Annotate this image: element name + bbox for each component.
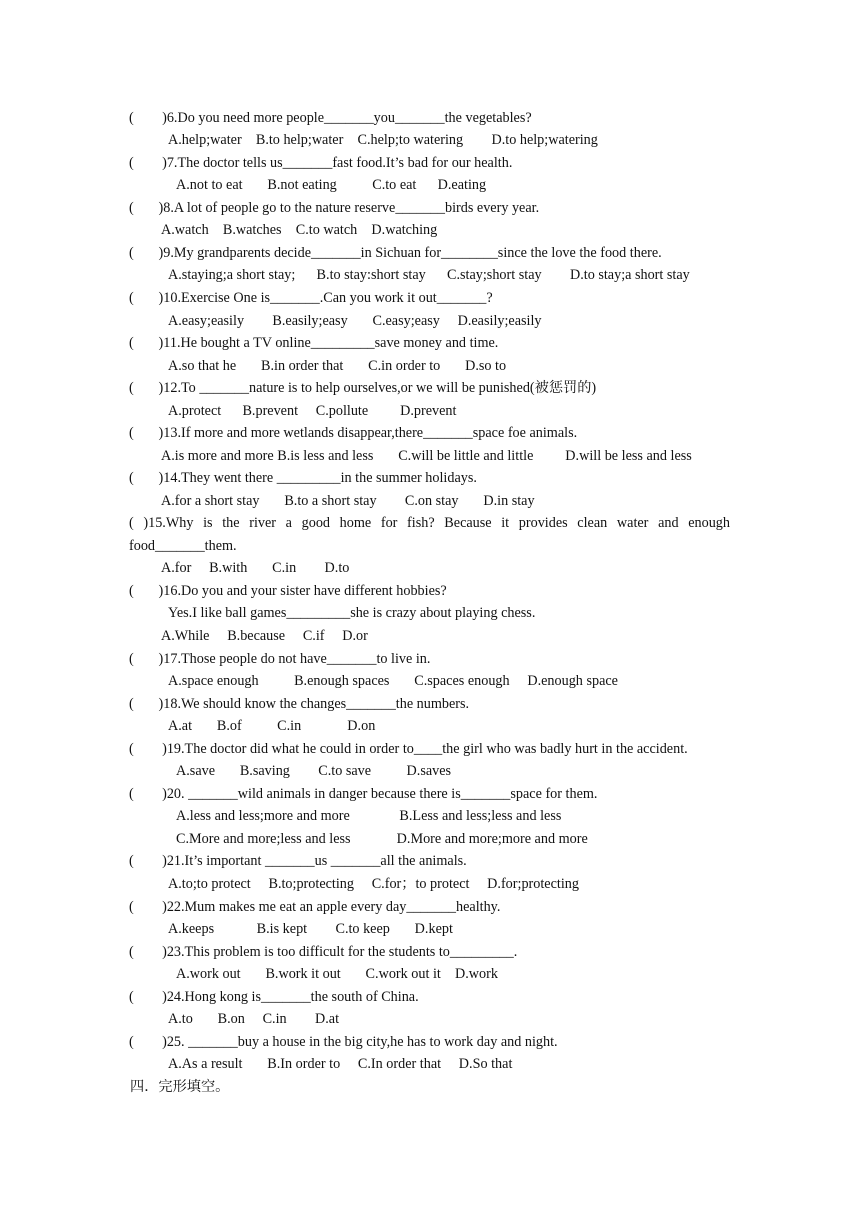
- question-24-options: A.to B.on C.in D.at: [168, 1011, 340, 1027]
- question-14-options: A.for a short stay B.to a short stay C.on stay D.in stay: [161, 493, 535, 509]
- question-23-stem: ( )23.This problem is too difficult for the students to_________.: [129, 944, 518, 960]
- question-25-options: A.As a result B.In order to C.In order that D.So that: [168, 1056, 513, 1072]
- question-21-options: A.to;to protect B.to;protecting C.for；to protect D.for;protecting: [168, 876, 579, 892]
- question-7-options: A.not to eat B.not eating C.to eat D.eating: [176, 177, 487, 193]
- question-17-options: A.space enough B.enough spaces C.spaces enough D.enough space: [168, 673, 618, 689]
- question-22-stem: ( )22.Mum makes me eat an apple every day_______healthy.: [129, 899, 501, 915]
- question-8-options: A.watch B.watches C.to watch D.watching: [161, 222, 438, 238]
- question-14-stem: ( )14.They went there _________in the summer holidays.: [129, 470, 477, 486]
- question-15-stem: ( )15.Why is the river a good home for fish? Because it provides clean water and enough: [129, 515, 730, 531]
- question-10-stem: ( )10.Exercise One is_______.Can you work it out_______?: [129, 290, 493, 306]
- question-18-options: A.at B.of C.in D.on: [168, 718, 376, 734]
- question-6-stem: ( )6.Do you need more people_______you_______the vegetables?: [129, 110, 532, 126]
- question-22-options: A.keeps B.is kept C.to keep D.kept: [168, 921, 453, 937]
- question-7-stem: ( )7.The doctor tells us_______fast food.It’s bad for our health.: [129, 155, 513, 171]
- question-20-options-cd: C.More and more;less and less D.More and more;more and more: [176, 831, 588, 847]
- question-9-stem: ( )9.My grandparents decide_______in Sichuan for________since the love the food there.: [129, 245, 662, 261]
- question-12-options: A.protect B.prevent C.pollute D.prevent: [168, 403, 457, 419]
- question-18-stem: ( )18.We should know the changes_______the numbers.: [129, 696, 470, 712]
- question-11-stem: ( )11.He bought a TV online_________save money and time.: [129, 335, 499, 351]
- question-24-stem: ( )24.Hong kong is_______the south of China.: [129, 989, 419, 1005]
- question-15-options: A.for B.with C.in D.to: [161, 560, 350, 576]
- question-16-options: A.While B.because C.if D.or: [161, 628, 368, 644]
- question-13-stem: ( )13.If more and more wetlands disappear,there_______space foe animals.: [129, 425, 578, 441]
- question-17-stem: ( )17.Those people do not have_______to live in.: [129, 651, 431, 667]
- question-20-stem: ( )20. _______wild animals in danger because there is_______space for them.: [129, 786, 598, 802]
- question-6-options: A.help;water B.to help;water C.help;to watering D.to help;watering: [168, 132, 598, 148]
- question-23-options: A.work out B.work it out C.work out it D.work: [176, 966, 498, 982]
- question-20-options-ab: A.less and less;more and more B.Less and less;less and less: [176, 808, 562, 824]
- question-15-stem-continued: food_______them.: [129, 538, 237, 554]
- question-16-stem: ( )16.Do you and your sister have different hobbies?: [129, 583, 447, 599]
- question-9-options: A.staying;a short stay; B.to stay:short stay C.stay;short stay D.to stay;a short stay: [168, 267, 690, 283]
- question-10-options: A.easy;easily B.easily;easy C.easy;easy D.easily;easily: [168, 313, 542, 329]
- question-13-options: A.is more and more B.is less and less C.will be little and little D.will be less and less: [161, 448, 692, 464]
- question-12-stem: ( )12.To _______nature is to help ourselves,or we will be punished(被惩罚的): [129, 380, 597, 396]
- question-8-stem: ( )8.A lot of people go to the nature reserve_______birds every year.: [129, 200, 540, 216]
- question-11-options: A.so that he B.in order that C.in order to D.so to: [168, 358, 507, 374]
- question-19-options: A.save B.saving C.to save D.saves: [176, 763, 452, 779]
- question-25-stem: ( )25. _______buy a house in the big city,he has to work day and night.: [129, 1034, 558, 1050]
- question-21-stem: ( )21.It’s important _______us _______all the animals.: [129, 853, 467, 869]
- question-16-dialogue: Yes.I like ball games_________she is crazy about playing chess.: [168, 605, 536, 621]
- section-heading-cloze: 四．完形填空。: [130, 1079, 230, 1095]
- question-19-stem: ( )19.The doctor did what he could in order to____the girl who was badly hurt in the accident.: [129, 741, 688, 757]
